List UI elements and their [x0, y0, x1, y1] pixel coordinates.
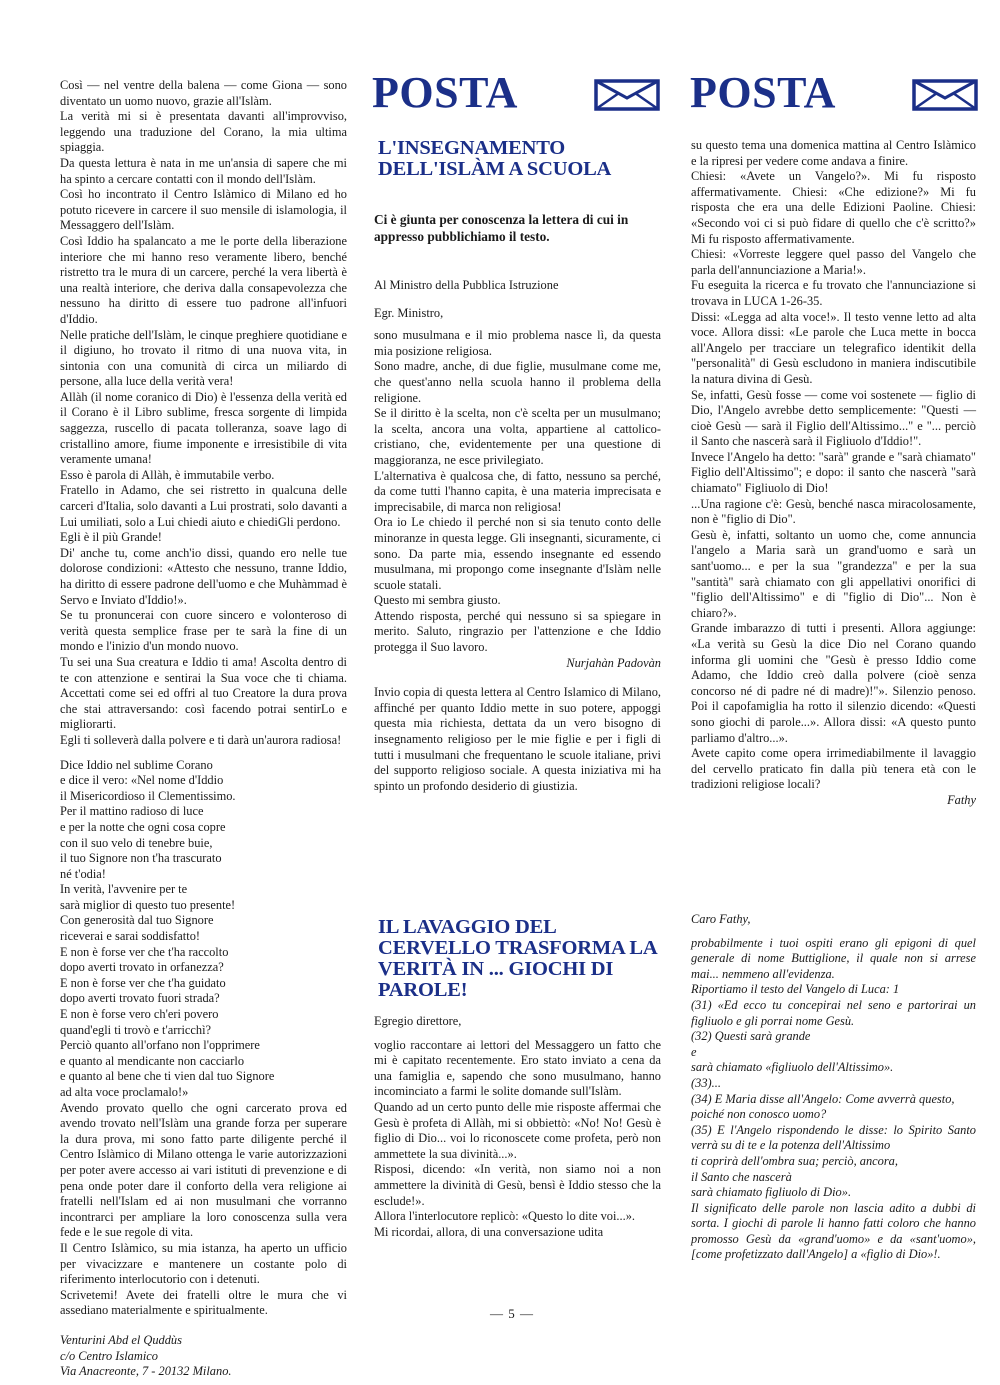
- envelope-icon: [594, 79, 660, 111]
- signature-block: [60, 1333, 347, 1380]
- ministry-letter: [374, 278, 661, 794]
- paragraph: Allora l'interlocutore replicò: «Questo lo dite voi...».: [374, 1209, 635, 1224]
- reply-line: e: [691, 1044, 697, 1059]
- salutation: Caro Fathy,: [691, 912, 751, 926]
- paragraph: Il Centro Islàmico, su mia istanza, ha aperto un ufficio per vivacizzare e mantenere un costante polo di riferimento interlocutorio con i detenuti.: [60, 1240, 347, 1287]
- poem: [60, 773, 347, 1100]
- paragraph: Egli è il più Grande!: [60, 530, 162, 545]
- poem-line: Perciò quanto all'orfano non l'opprimere: [60, 1038, 260, 1053]
- paragraph: Chiesi: «Avete un Vangelo?». Mi fu risposto affermativamente. Chiesi: «Che edizione?» Mi fu risposta che era una delle Edizioni Paoline. Chiesi: «Secondo voi ci si può fidare di quello che c'è scritto?» Mi fu risposto affermativamente.: [691, 169, 976, 246]
- reply-line: il Santo che nascerà: [691, 1169, 792, 1184]
- poem-line: quand'egli ti trovò e t'arricchì?: [60, 1022, 212, 1037]
- paragraph: Quando ad un certo punto delle mie risposte affermai che Gesù è profeta di Allàh, mi si obbiettò: «No! No! Gesù è figlio di Dio... voi lo riconoscete come profeta, però non ammettete la sua divinità...».: [374, 1099, 661, 1161]
- poem-line: il tuo Signore non t'ha trascurato: [60, 851, 222, 866]
- reply-line: (33)...: [691, 1075, 721, 1090]
- paragraph: ...Una ragione c'è: Gesù, benché nasca miracolosamente, non è "figlio di Dio".: [691, 496, 976, 527]
- paragraph: Di' anche tu, come anch'io dissi, quando ero nelle tue dolorose condizioni: «Attesto che nessuno, tranne Iddio, ha diritto di essere padrone dell'uomo e che Muhàmmad è Servo e Inviato d'Iddio!».: [60, 545, 347, 607]
- posta-masthead-center: [372, 70, 662, 120]
- masthead-title: POSTA: [690, 68, 836, 117]
- paragraph: Così — nel ventre della balena — come Giona — sono diventato un uomo nuovo, grazie all'Islàm.: [60, 78, 347, 108]
- signature: Nurjahàn Padovàn: [566, 655, 661, 670]
- poem-line: riceverai e sarai soddisfatto!: [60, 929, 201, 944]
- poem-line: e quanto al bene che ti vien dal tuo Signore: [60, 1069, 275, 1084]
- note-paragraph: Invio copia di questa lettera al Centro Islamico di Milano, affinché per quanto Iddio mette in suo potere, appoggi questa mia richiesta, dettata da un vero bisogno di insegnamento religioso per le mie figlie e per i figli di tutti i musulmani che frequentano le scuole italiane, privi del supporto religioso sociale. A questa iniziativa mi ha spinto un profondo desiderio di giustizia.: [374, 685, 661, 793]
- reply-line: sarà chiamato «figliuolo dell'Altissimo».: [691, 1060, 894, 1075]
- paragraph: voglio raccontare ai lettori del Messaggero un fatto che mi è capitato recentemente. Ero stato inviato a cena da una famiglia e, sapendo che sono musulmano, hanno incominciato a farmi le solite domande sull'Islàm.: [374, 1037, 661, 1099]
- brainwash-letter: [374, 1014, 661, 1240]
- paragraph: Ora io Le chiedo il perché non si sia tenuto conto delle minoranze in questa legge. Gli insegnanti, sicuramente, ci sono. Da parte mia, essendo insegnante ed essendo musulmana, mi propongo come insegnante d'Islàm nelle scuole statali.: [374, 515, 661, 592]
- poem-line: sarà miglior di questo tuo presente!: [60, 897, 236, 912]
- poem-line: In verità, l'avvenire per te: [60, 882, 188, 897]
- paragraph: Tu sei una Sua creatura e Iddio ti ama! Ascolta dentro di te con attenzione e sentirai la Sua voce che ti chiama. Accettati come sei ed offri al tuo Creatore la dura prova che stai attraversando: così facendo potrai sentirLo e migliorarti.: [60, 654, 347, 732]
- reply-line: (32) Questi sarà grande: [691, 1029, 811, 1044]
- paragraph: Fratello in Adamo, che sei ristretto in qualcuna delle carceri d'Italia, solo davanti a Lui prostrati, solo davanti a Lui umiliati, solo a Lui chiedi aiuto e chiediGli perdono.: [60, 483, 347, 529]
- reply-line: (34) E Maria disse all'Angelo: Come avverrà questo,: [691, 1091, 955, 1106]
- paragraph: Avendo provato quello che ogni carcerato prova ed avendo trovato nell'Islàm una grande forza per superare la dura prova, mi sono fatto parte diligente perché il Centro Islàmico di Milano ottenga le varie autorizzazioni per poter avere accesso ai vari istituti di prevenzione e di pena onde poter dare il conforto della vera religione ai fratelli nell'Islam ed ai non musulmani che vorranno incontrarci per ampliare la loro conoscenza sulla vera fede e le sue regole di vita.: [60, 1100, 347, 1240]
- paragraph: Grande imbarazzo di tutti i presenti. Allora aggiunge: «La verità su Gesù la dice Dio nel Corano quando informa gli uomini che "Gesù è presso Iddio come Adamo, che Iddio creò dalla polvere (cioè senza concorso né di padre né di madre)!"». Silenzio penoso. Poi il capofamiglia ha rotto il silenzio dicendo: «Questi sono giochi di parole...». Allora dissi: «A questo punto parliamo d'altro...».: [691, 621, 976, 745]
- paragraph: Risposi, dicendo: «In verità, non siamo noi a non ammettere la divinità di Gesù, bensì è Iddio stesso che la esclude!».: [374, 1162, 661, 1208]
- envelope-icon: [912, 79, 978, 111]
- paragraph: Così Iddio ha spalancato a me le porte della liberazione interiore che mi hanno reso veramente libero, benché ristretto tra le mura di un carcere, perché la vera libertà è una realtà interiore, che deriva dalla consapevolezza che nessuno ha diritto di essere tuo padrone all'infuori d'Iddio.: [60, 233, 347, 326]
- paragraph: Scrivetemi! Avete dei fratelli oltre le mura che vi assediano materialmente e spiritualmente.: [60, 1287, 347, 1318]
- reply-line: Il significato delle parole non lascia adito a dubbi di sorta. I giochi di parole li hanno fatti coloro che hanno promosso Gesù da «grand'uomo» e da «sant'uomo», [come profetizzato dall'Angelo] a «figlio di Dio»!.: [691, 1200, 976, 1262]
- poem-line: dopo averti trovato in orfanezza?: [60, 960, 224, 975]
- paragraph: Avete capito come opera irrimediabilmente il lavaggio del cervello praticato fin dalla più tenera età con le tradizioni religiose locali?: [691, 746, 976, 792]
- reply-line: Riportiamo il testo del Vangelo di Luca: 1: [691, 982, 900, 997]
- editor-reply: [691, 912, 976, 1263]
- article-headline: L'INSEGNAMENTO DELL'ISLÀM A SCUOLA: [378, 137, 612, 180]
- salutation: Egr. Ministro,: [374, 305, 444, 320]
- masthead-title: POSTA: [372, 68, 518, 117]
- paragraph: sono musulmana e il mio problema nasce lì, da questa mia posizione religiosa.: [374, 328, 661, 358]
- paragraph: Egli ti solleverà dalla polvere e ti darà un'aurora radiosa!: [60, 732, 342, 747]
- poem-intro: Dice Iddio nel sublime Corano: [60, 757, 213, 772]
- poem-line: Per il mattino radioso di luce: [60, 804, 204, 819]
- paragraph: Fu eseguita la ricerca e fu trovato che l'annunciazione si trovava in LUCA 1-26-35.: [691, 278, 976, 308]
- poem-line: E non è forse ver che t'ha raccolto: [60, 944, 229, 959]
- reply-line: poiché non conosco uomo?: [691, 1107, 827, 1122]
- poem-line: E non è forse vero ch'eri povero: [60, 1007, 219, 1022]
- paragraph: Da questa lettura è nata in me un'ansia di sapere che mi ha spinto a cercare contatti con il mondo dell'Islàm.: [60, 155, 347, 186]
- reply-line: (35) E l'Angelo rispondendo le disse: lo Spirito Santo verrà su di te e la potenza dell'Altissimo: [691, 1122, 976, 1153]
- poem-line: ad alta voce proclamalo!»: [60, 1085, 189, 1099]
- reply-line: probabilmente i tuoi ospiti erano gli epigoni di quel generale di nome Buttiglione, il quale non si arrese mai... nemmeno all'evidenza.: [691, 935, 976, 981]
- paragraph: Se, infatti, Gesù fosse — come voi sostenete — figlio di Dio, l'Angelo avrebbe detto semplicemente: "Questi — cioè Gesù — sarà il Figlio dell'Altissimo..." e "... perciò il Santo che nascerà sarà il Figliuolo d'Iddio!".: [691, 387, 976, 449]
- paragraph: Attendo risposta, perché qui nessuno si sa spiegare in merito. Saluto, ringrazio per l'attenzione e che Iddio protegga il Suo lavoro.: [374, 608, 661, 655]
- page-number: — 5 —: [490, 1306, 534, 1321]
- poem-line: e dice il vero: «Nel nome d'Iddio: [60, 773, 224, 788]
- paragraph: La verità mi si è presentata davanti all'improvviso, leggendo una traduzione del Corano, la mia ultima spiaggia.: [60, 109, 347, 155]
- paragraph: Nelle pratiche dell'Islàm, le cinque preghiere quotidiane e il digiuno, ho trovato il ritmo di una nuova vita, in sintonia con una comunità di circa un miliardo di persone, alla luce della verità vera!: [60, 327, 347, 389]
- poem-line: né t'odia!: [60, 866, 106, 881]
- letter-from-prison-column: [60, 78, 347, 1380]
- article-headline: IL LAVAGGIO DEL CERVELLO TRASFORMA LA VERITÀ IN ... GIOCHI DI PAROLE!: [378, 916, 657, 1001]
- paragraph: su questo tema una domenica mattina al Centro Islàmico e la ripresi per vedere come andava a finire.: [691, 138, 976, 168]
- paragraph: Gesù è, infatti, soltanto un uomo che, come annuncia l'angelo a Maria sarà un grand'uomo e sarà un sant'uomo... e per la sua "grandezza" e per la sua "santità" sarà chiamato con gli appellativi onorifici di "figlio dell'Altissimo" e di "figlio di Dio"... Non è chiaro?».: [691, 527, 976, 620]
- poem-line: con il suo velo di tenebre buie,: [60, 835, 213, 850]
- poem-line: il Misericordioso il Clementissimo.: [60, 788, 236, 803]
- poem-line: dopo averti trovato fuori strada?: [60, 991, 220, 1006]
- paragraph: Allàh (il nome coranico di Dio) è l'essenza della verità ed il Corano è il Libro sublime, fresca sorgente di limpida saggezza, ruscello di pacata tolleranza, soave lago di cristallino amore, fiume imponente e irresistibile di vita veramente umana!: [60, 389, 347, 467]
- signature-address: Via Anacreonte, 7 - 20132 Milano.: [60, 1364, 232, 1379]
- article-lead: Ci è giunta per conoscenza la lettera di cui in appresso pubblichiamo il testo.: [374, 212, 629, 244]
- posta-masthead-right: [690, 70, 980, 120]
- salutation: Egregio direttore,: [374, 1014, 462, 1028]
- signature-address: c/o Centro Islamico: [60, 1348, 158, 1363]
- poem-line: e quanto al mendicante non cacciarlo: [60, 1053, 245, 1068]
- paragraph: Invece l'Angelo ha detto: "sarà" grande e "sarà chiamato" Figlio dell'Altissimo"; e dopo: il santo che nascerà "sarà chiamato" Figliuolo di Dio!: [691, 449, 976, 496]
- paragraph: Chiesi: «Vorreste leggere quel passo del Vangelo che parla dell'annunciazione a Maria!».: [691, 247, 976, 277]
- reply-line: ti coprirà dell'ombra sua; perciò, ancora,: [691, 1153, 898, 1168]
- paragraph: Questo mi sembra giusto.: [374, 593, 501, 608]
- paragraph: Così ho incontrato il Centro Islàmico di Milano ed ho potuto ricevere in carcere il suo mensile di islamologia, il Messaggero dell'Islàm.: [60, 187, 347, 233]
- paragraph: Dissi: «Legga ad alta voce!». Il testo venne letto ad alta voce. Allora dissi: «Le parole che Luca mette in bocca all'Angelo per tracciare un telegrafico identikit della "personalità" di Gesù escludono in maniera indiscutibile la natura divina di Gesù.: [691, 309, 976, 386]
- paragraph: Mi ricordai, allora, di una conversazione udita: [374, 1224, 604, 1239]
- paragraph: L'alternativa è qualcosa che, di fatto, nessuno sa perché, da come tutti l'hanno capita, è una materia imprecisata e imprecisabile, di marca non religiosa!: [374, 468, 661, 514]
- signature-name: Venturini Abd el Quddùs: [60, 1332, 182, 1347]
- paragraph: Se tu pronuncerai con cuore sincero e volonteroso di verità questa semplice frase per te sarà la fine di un mondo e l'inizio d'un mondo nuovo.: [60, 608, 347, 654]
- reply-line: (31) «Ed ecco tu concepirai nel seno e partorirai un figliuolo e gli porrai nome Gesù.: [691, 997, 976, 1028]
- paragraph: Esso è parola di Allàh, è immutabile verbo.: [60, 467, 275, 482]
- poem-line: Con generosità dal tuo Signore: [60, 913, 214, 928]
- poem-line: e per la notte che ogni cosa copre: [60, 819, 226, 834]
- addressee: Al Ministro della Pubblica Istruzione: [374, 278, 559, 292]
- brainwash-letter-continued: [691, 138, 976, 809]
- signature: Fathy: [947, 792, 976, 807]
- paragraph: Sono madre, anche, di due figlie, musulmane come me, che quest'anno nella scuola hanno il problema della religione.: [374, 359, 661, 405]
- paragraph: Se il diritto è la scelta, non c'è scelta per un musulmano; la scelta, ancora una volta, appartiene al cattolico-cristiano, che, evidentemente per una questione di maggioranza, ne esce privilegiato.: [374, 406, 661, 467]
- poem-line: E non è forse ver che t'ha guidato: [60, 975, 226, 990]
- reply-line: sarà chiamato figliuolo di Dio».: [691, 1185, 852, 1200]
